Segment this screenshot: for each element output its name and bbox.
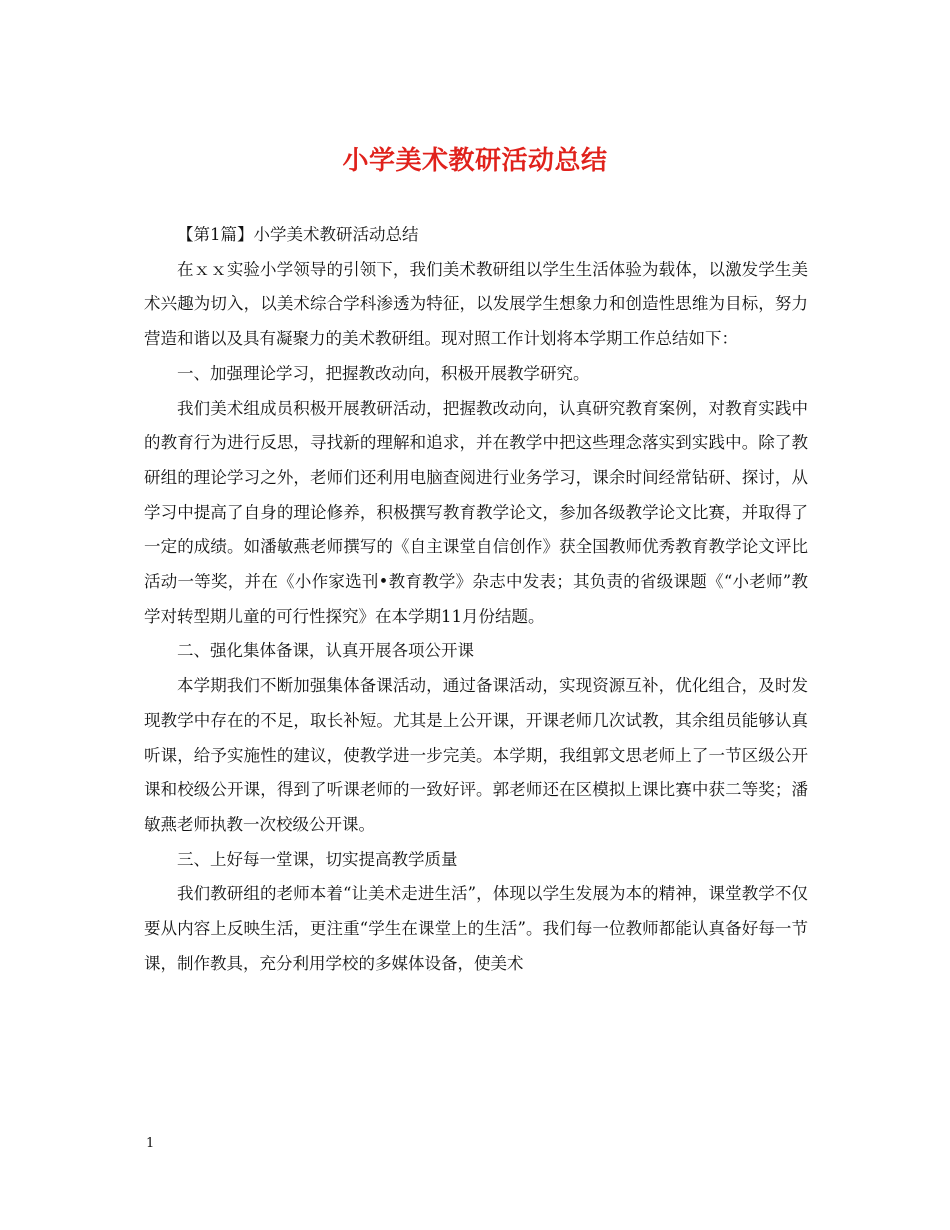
section-heading-teaching-quality: 三、上好每一堂课，切实提高教学质量	[177, 849, 458, 869]
intro-paragraph: 在ｘｘ实验小学领导的引领下，我们美术教研组以学生生活体验为载体，以激发学生美术兴趣为切入，以美术综合学科渗透为特征，以发展学生想象力和创造性思维为目标，努力营造和谐以及具有凝聚力的美术教研组。现对照工作计划将本学期工作总结如下：	[144, 259, 808, 349]
section-heading-collective-lesson-prep: 二、强化集体备课，认真开展各项公开课	[177, 641, 474, 661]
document-title: 小学美术教研活动总结	[342, 146, 608, 176]
collective-lesson-prep-paragraph: 本学期我们不断加强集体备课活动，通过备课活动，实现资源互补，优化组合，及时发现教学中存在的不足，取长补短。尤其是上公开课，开课老师几次试教，其余组员能够认真听课，给予实施性的建议，使教学进一步完美。本学期，我组郭文思老师上了一节区级公开课和校级公开课，得到了听课老师的一致好评。郭老师还在区模拟上课比赛中获二等奖；潘敏燕老师执教一次校级公开课。	[144, 676, 808, 834]
theory-study-paragraph: 我们美术组成员积极开展教研活动，把握教改动向，认真研究教育案例，对教育实践中的教育行为进行反思，寻找新的理解和追求，并在教学中把这些理念落实到实践中。除了教研组的理论学习之外，老师们还利用电脑查阅进行业务学习，课余时间经常钻研、探讨，从学习中提高了自身的理论修养，积极撰写教育教学论文，参加各级教学论文比赛，并取得了一定的成绩。如潘敏燕老师撰写的《自主课堂自信创作》获全国教师优秀教育教学论文评比活动一等奖，并在《小作家选刊•教育教学》杂志中发表；其负责的省级课题《“小老师”教学对转型期儿童的可行性探究》在本学期11月份结题。	[144, 398, 808, 626]
teaching-quality-paragraph: 我们教研组的老师本着“让美术走进生活”，体现以学生发展为本的精神，课堂教学不仅要从内容上反映生活，更注重“学生在课堂上的生活”。我们每一位教师都能认真备好每一节课，制作教具，充分利用学校的多媒体设备，使美术	[144, 884, 808, 973]
section-heading-article-1: 【第1篇】小学美术教研活动总结	[177, 225, 419, 244]
section-heading-theory-study: 一、加强理论学习，把握教改动向，积极开展教学研究。	[177, 363, 590, 383]
page-number: 1	[146, 1136, 155, 1151]
document-body	[144, 218, 808, 981]
